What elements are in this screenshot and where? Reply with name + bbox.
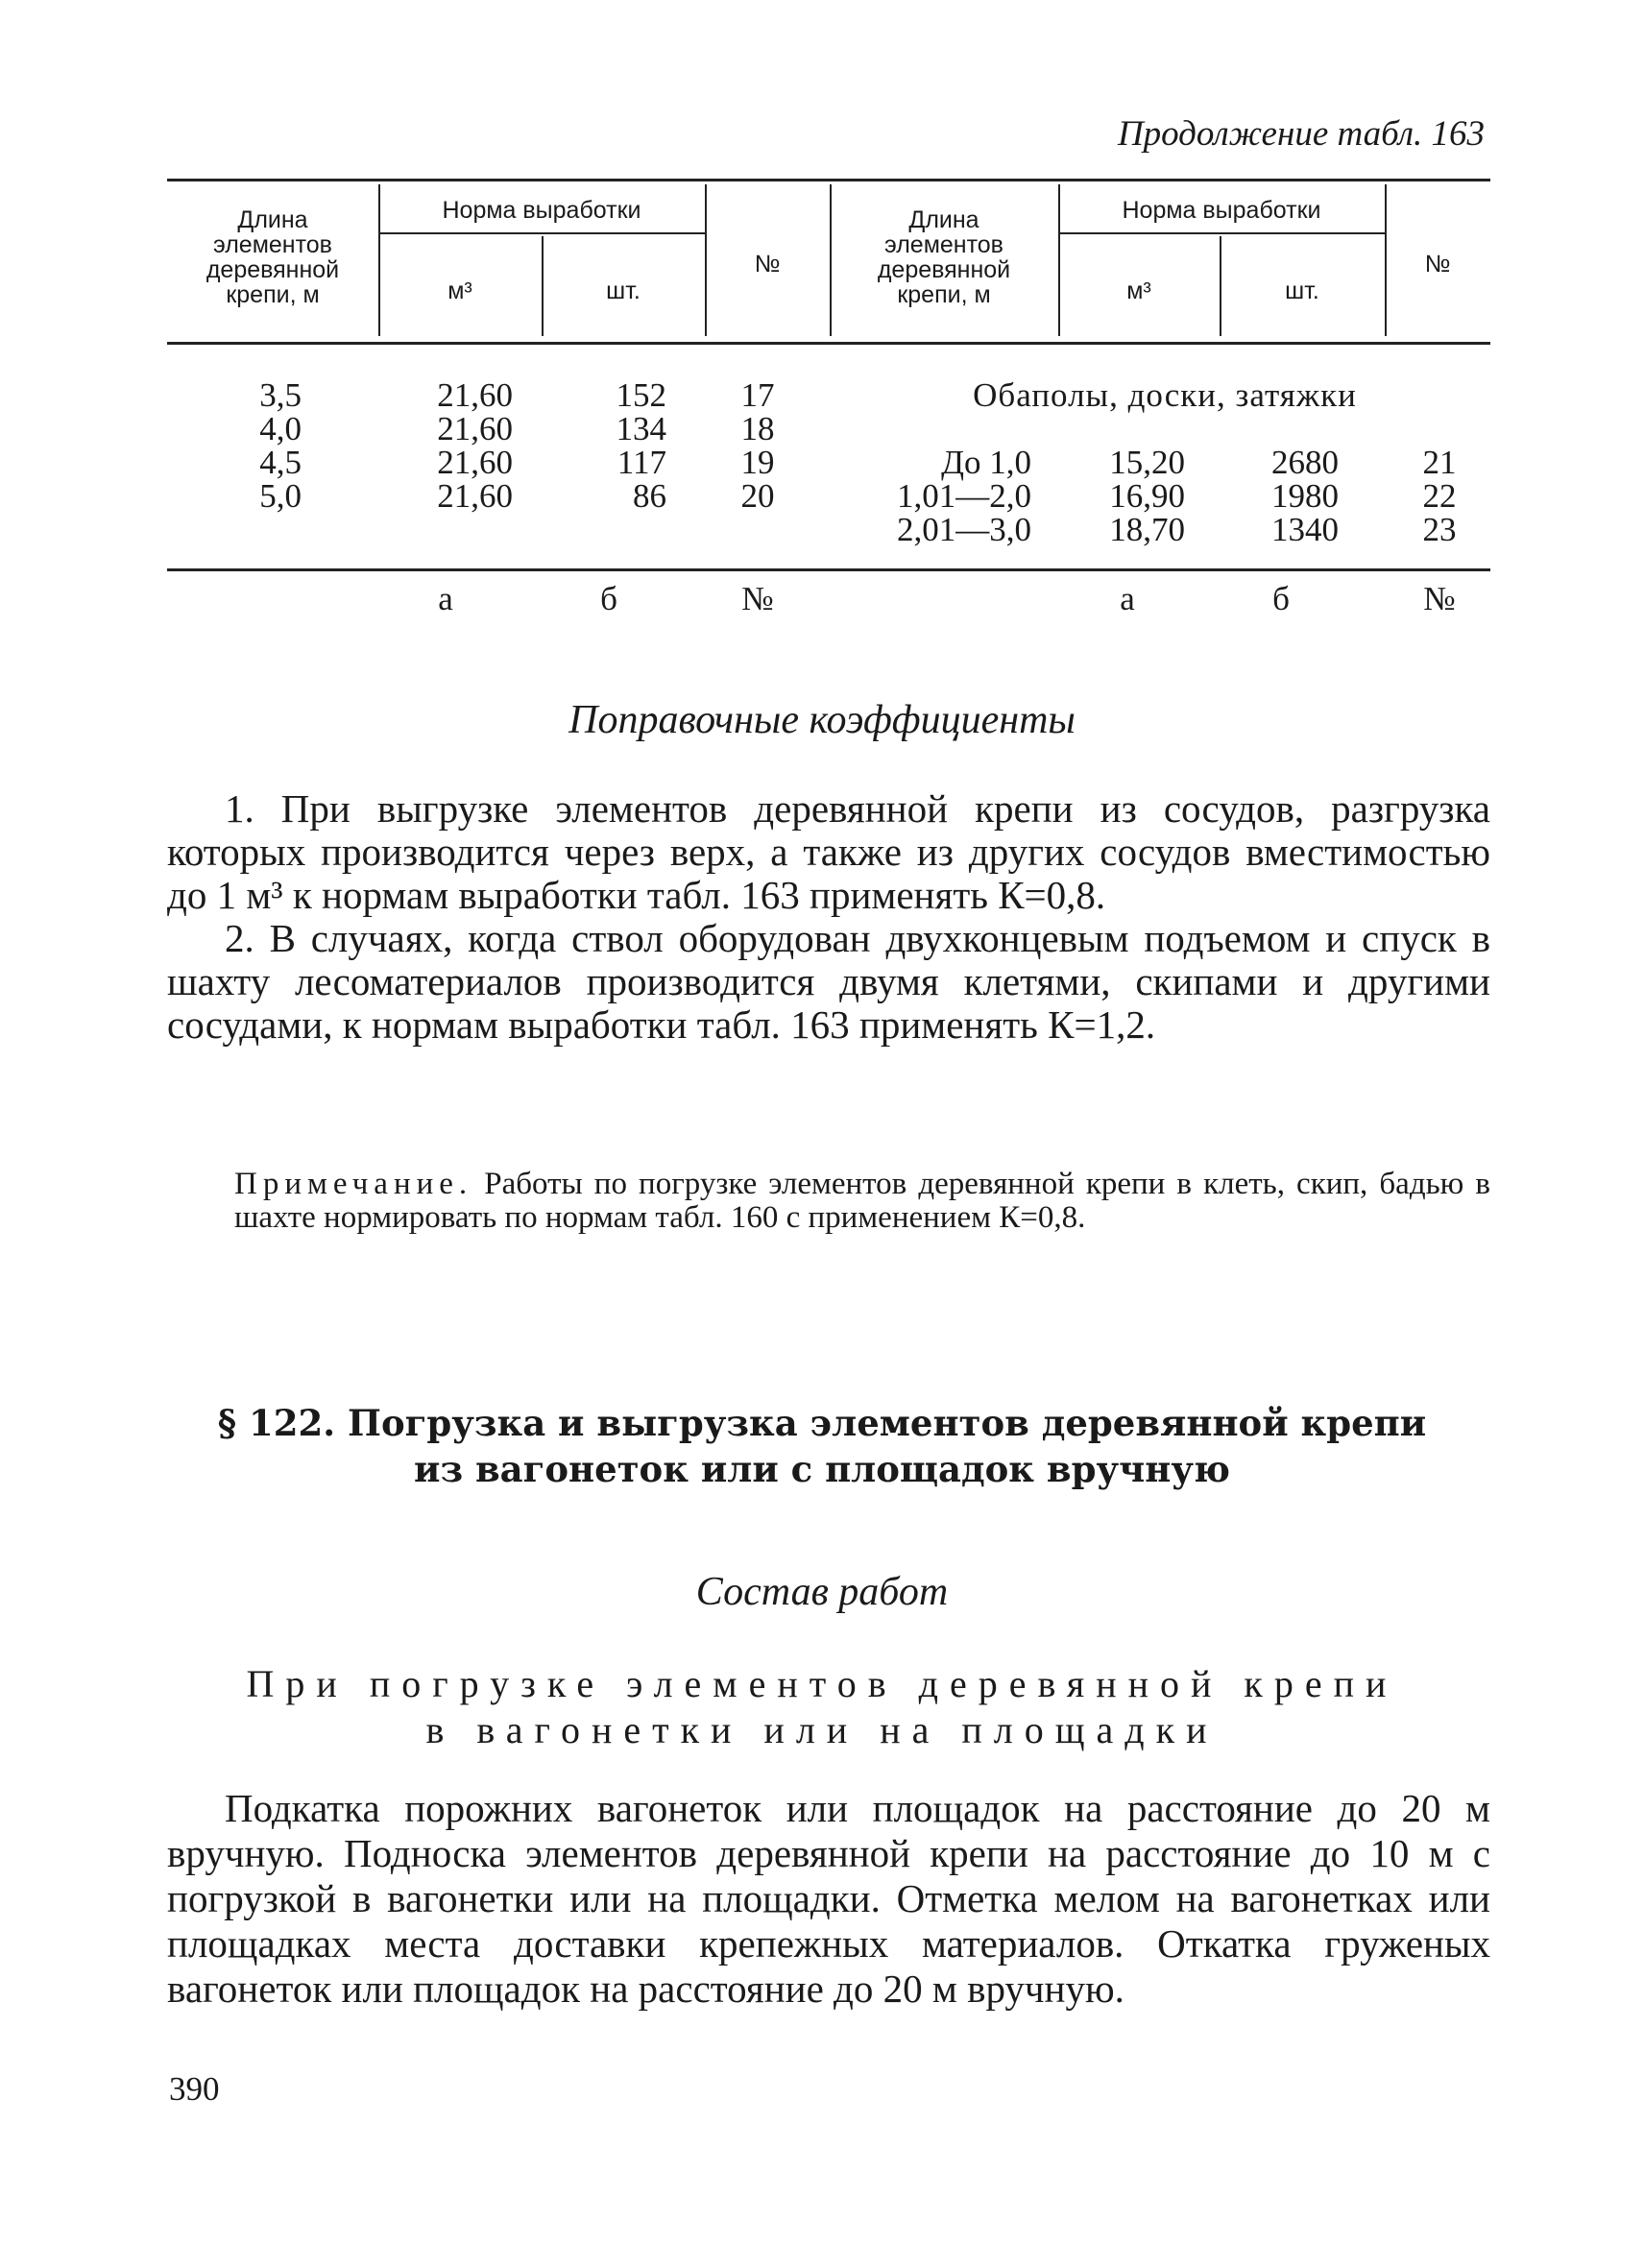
norms-table [167,179,1490,620]
cell-m3: 21,60 [437,376,513,414]
cell-m3: 16,90 [1109,477,1185,515]
table-top-rule [167,179,1490,181]
table-continuation-label: Продолжение табл. 163 [1117,114,1485,154]
cell-no: 21 [1422,444,1457,481]
header-text: Длина [237,206,308,233]
cell-pcs: 1340 [1271,511,1339,548]
table-header-rule [167,342,1490,345]
header-norm-right: Норма выработки [1122,197,1321,224]
cell-pcs: 2680 [1271,444,1339,481]
header-m3-right: м³ [1126,277,1151,304]
cell-length: 4,0 [259,410,302,447]
group-label: Обаполы, доски, затяжки [973,376,1357,414]
footer-a: а [438,580,453,617]
header-text: крепи, м [226,281,320,308]
header-norm-left: Норма выработки [442,197,641,224]
page-number: 390 [169,2070,220,2108]
header-no-right: № [1424,251,1451,277]
header-text: крепи, м [897,281,991,308]
cell-length: До 1,0 [941,444,1031,481]
header-pcs-left: шт. [606,277,641,304]
header-length-right [830,207,1058,307]
footer-b: б [600,580,617,617]
header-text: элементов [213,231,332,258]
section-title-line-1: § 122. Погрузка и выгрузка элементов деревянной крепи [217,1402,1427,1444]
header-text: деревянной [206,256,340,283]
header-text: элементов [884,231,1003,258]
note-text: Работы по погрузке элементов деревянной крепи в клеть, скип, бадью в шахте нормировать по нормам табл. 160 с применением К=0,8. [234,1167,1490,1235]
cell-pcs: 86 [633,477,666,515]
note-label: Примечание. [234,1167,473,1201]
header-m3-left: м³ [447,277,472,304]
header-no-left: № [754,251,781,277]
note-block [234,1168,1490,1235]
cell-length: 2,01—3,0 [897,511,1031,548]
norm-group-rule [1058,232,1385,234]
cell-m3: 21,60 [437,410,513,447]
correction-item-1: 1. При выгрузке элементов деревянной крепи из сосудов, разгрузка которых производится через верх, а также из других сосудов вместимостью до 1 м³ к нормам выработки табл. 163 применять К=0,8. [167,786,1490,917]
subsection-title-line-2: в вагонетки или на площадки [425,1708,1219,1751]
footer-no: № [1423,580,1456,617]
cell-length: 4,5 [259,444,302,481]
footer-no: № [741,580,774,617]
cell-m3: 15,20 [1109,444,1185,481]
composition-body [167,1786,1490,2012]
footer-b: б [1272,580,1290,617]
cell-length: 3,5 [259,376,302,414]
subsection-title-line-1: При погрузке элементов деревянной крепи [246,1662,1398,1705]
cell-pcs: 117 [616,444,666,481]
header-pcs-right: шт. [1285,277,1319,304]
cell-no: 17 [740,376,775,414]
cell-m3: 21,60 [437,444,513,481]
cell-m3: 21,60 [437,477,513,515]
cell-no: 20 [740,477,775,515]
header-text: деревянной [877,256,1011,283]
header-length-left [167,207,378,307]
cell-no: 19 [740,444,775,481]
cell-length: 5,0 [259,477,302,515]
cell-pcs: 1980 [1271,477,1339,515]
composition-title: Состав работ [695,1570,949,1614]
section-title-line-2: из вагонеток или с площадок вручную [414,1448,1230,1490]
cell-pcs: 134 [616,410,666,447]
subsection-title [0,1661,1644,1753]
section-title [0,1400,1644,1492]
cell-length: 1,01—2,0 [897,477,1031,515]
corrections-text [167,787,1490,1047]
cell-pcs: 152 [616,376,666,414]
cell-m3: 18,70 [1109,511,1185,548]
corrections-title: Поправочные коэффициенты [568,698,1076,742]
cell-no: 23 [1422,511,1457,548]
header-text: Длина [908,206,979,233]
footer-a: а [1120,580,1135,617]
composition-paragraph: Подкатка порожних вагонеток или площадок на расстояние до 20 м вручную. Подноска элементов деревянной крепи на расстояние до 10 м с погрузкой в вагонетки или на площадки. Отметка мелом на вагонетках или площадках места доставки крепежных материалов. Откатка груженых вагонеток или площадок на расстояние до 20 м вручную. [167,1786,1490,2011]
correction-item-2: 2. В случаях, когда ствол оборудован двухконцевым подъемом и спуск в шахту лесоматериалов производится двумя клетями, скипами и другими сосудами, к нормам выработки табл. 163 применять К=1,2. [167,916,1490,1047]
norm-group-rule [378,232,705,234]
table-bottom-rule [167,568,1490,571]
cell-no: 22 [1422,477,1457,515]
cell-no: 18 [740,410,775,447]
